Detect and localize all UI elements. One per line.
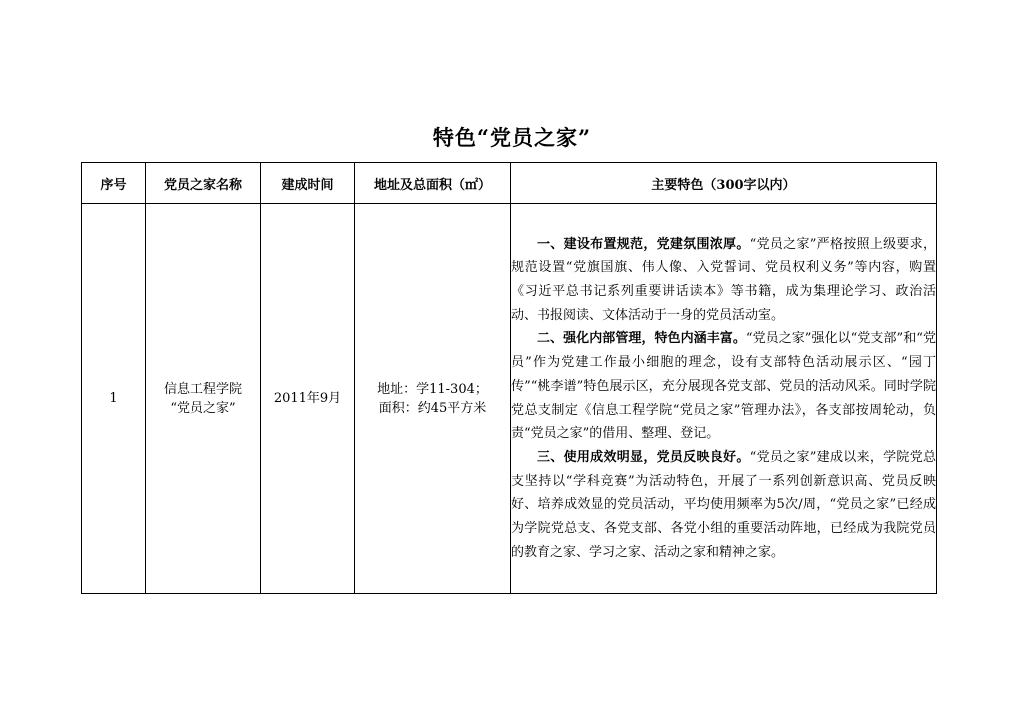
feature-paragraph-3 xyxy=(511,446,936,565)
feature-body-2: “党员之家”强化以“党支部”和“党员”作为党建工作最小细胞的理念，设有支部特色活动展示区、“园丁传”“桃李谱”特色展示区，充分展现各党支部、党员的活动风采。同时学院党总支制定《信息工程学院“党员之家”管理办法》，各支部按周轮动，负责“党员之家”的借用、整理、登记。 xyxy=(511,331,936,442)
row-features xyxy=(511,204,937,594)
feature-paragraph-2 xyxy=(511,327,936,446)
feature-heading-3: 三、使用成效明显，党员反映良好。 xyxy=(537,449,750,465)
feature-body-3: “党员之家”建成以来，学院党总支坚持以“学科竞赛”为活动特色，开展了一系列创新意识高、党员反映好、培养成效显的党员活动，平均使用频率为5次/周，“党员之家”已经成为学院党总支、各党支部、各党小组的重要活动阵地，已经成为我院党员的教育之家、学习之家、活动之家和精神之家。 xyxy=(511,449,936,560)
row-address-area xyxy=(355,204,511,594)
feature-paragraph-1 xyxy=(511,233,936,328)
header-index: 序号 xyxy=(82,163,146,204)
header-name: 党员之家名称 xyxy=(146,163,261,204)
row-name-line2: “党员之家” xyxy=(170,400,236,416)
table-row xyxy=(82,204,937,594)
feature-heading-1: 一、建设布置规范，党建氛围浓厚。 xyxy=(537,236,750,252)
row-address: 地址：学11-304； xyxy=(377,381,488,397)
header-features: 主要特色（300字以内） xyxy=(511,163,937,204)
row-built-time: 2011年9月 xyxy=(261,204,355,594)
document-title: 特色“党员之家” xyxy=(432,125,592,150)
feature-heading-2: 二、强化内部管理，特色内涵丰富。 xyxy=(537,331,746,347)
header-built-time: 建成时间 xyxy=(261,163,355,204)
row-name-line1: 信息工程学院 xyxy=(163,381,242,397)
party-home-table xyxy=(81,162,937,594)
row-index: 1 xyxy=(82,204,146,594)
row-name xyxy=(146,204,261,594)
header-address-area: 地址及总面积（㎡） xyxy=(355,163,511,204)
feature-body-1: “党员之家”严格按照上级要求，规范设置“党旗国旗、伟人像、入党誓词、党员权利义务”等内容，购置《习近平总书记系列重要讲话读本》等书籍，成为集理论学习、政治活动、书报阅读、文体活动于一身的党员活动室。 xyxy=(511,236,936,323)
row-area: 面积：约45平方米 xyxy=(378,400,487,416)
header-row xyxy=(82,163,937,204)
